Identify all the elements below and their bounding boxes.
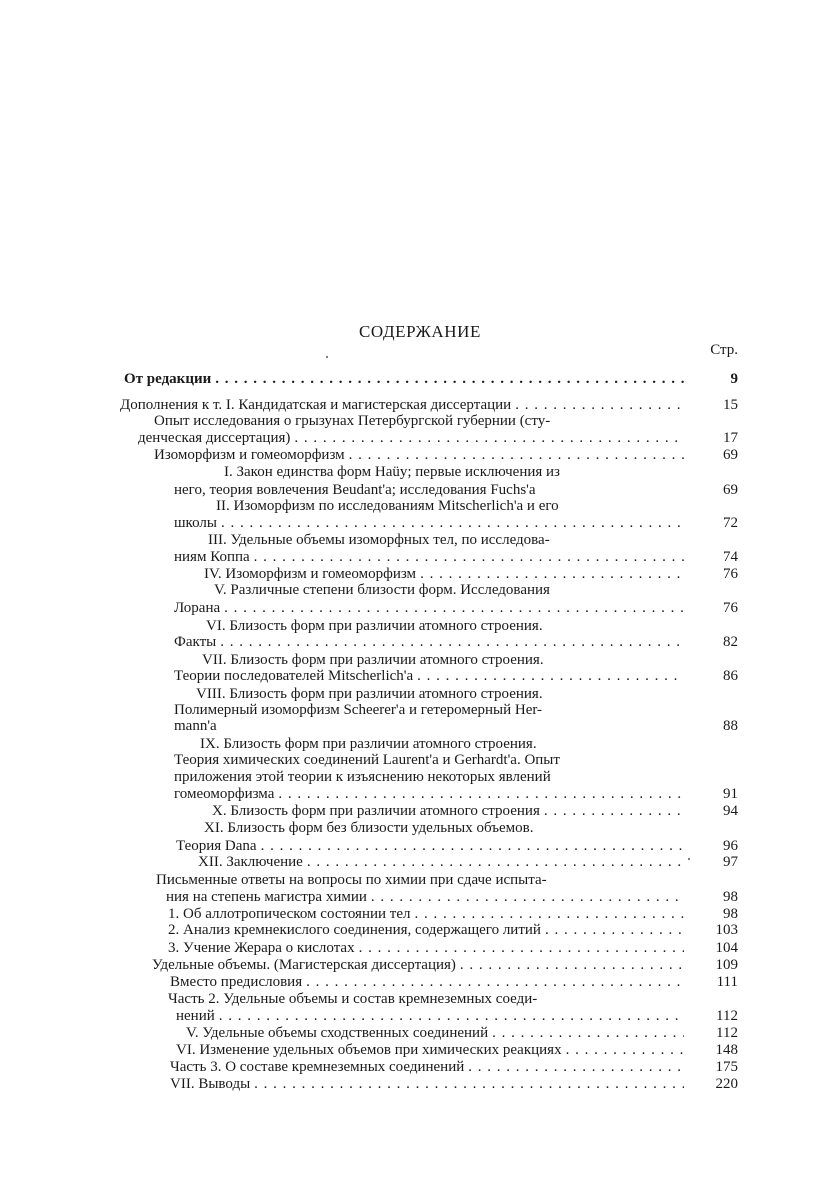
toc-page-number: 17 — [723, 430, 738, 446]
toc-entry-line: От редакции . . . — [124, 371, 684, 387]
toc-page-number: 98 — [723, 906, 738, 922]
toc-entry-line: Полимерный изоморфизм Scheerer'a и гетеромерный Her- — [174, 702, 543, 718]
toc-entry-line: 2. Анализ кремнекислого соединения, содержащего литий . . . — [168, 922, 684, 938]
toc-entry-line: VI. Изменение удельных объемов при химических реакциях . . . — [176, 1042, 684, 1058]
toc-page-number: 94 — [723, 803, 738, 819]
toc-page-number: 76 — [723, 600, 738, 616]
toc-page-number: 148 — [715, 1042, 738, 1058]
toc-page-number: 112 — [716, 1025, 738, 1041]
toc-entry-line: V. Различные степени близости форм. Исследования — [214, 582, 550, 598]
toc-entry-line: приложения этой теории к изъяснению некоторых явлений — [174, 769, 551, 785]
toc-entry-line: I. Закон единства форм Haüy; первые исключения из — [224, 464, 560, 480]
toc-page-number: 109 — [715, 957, 738, 973]
toc-page-number: 98 — [723, 889, 738, 905]
toc-page-number: 69 — [723, 482, 738, 498]
toc-page-number: 96 — [723, 838, 738, 854]
toc-entry-line: VI. Близость форм при различии атомного строения. — [206, 618, 543, 634]
toc-page-number: 86 — [723, 668, 738, 684]
toc-entry-line: IX. Близость форм при различии атомного строения. — [200, 736, 537, 752]
toc-entry-line: Удельные объемы. (Магистерская диссертация) . . . — [152, 957, 684, 973]
toc-entry-line: Дополнения к т. I. Кандидатская и магистерская диссертации . . . — [120, 397, 685, 413]
toc-entry-line: Часть 2. Удельные объемы и состав кремнеземных соеди- — [168, 991, 538, 1007]
toc-entry-line: ния на степень магистра химии . . . — [166, 889, 684, 905]
toc-page-number: 104 — [715, 940, 738, 956]
toc-page-number: 74 — [723, 549, 738, 565]
toc-entry-line: гомеоморфизма . . . — [174, 786, 684, 802]
toc-page-number: 88 — [723, 718, 738, 734]
toc-entry-line: 1. Об аллотропическом состоянии тел . . . — [168, 906, 684, 922]
toc-page-number: 103 — [715, 922, 738, 938]
toc-page-number: 72 — [723, 515, 738, 531]
toc-page-number: 97 — [723, 854, 738, 870]
toc-entry-line: V. Удельные объемы сходственных соединений . . . — [186, 1025, 684, 1041]
toc-entry-line: IV. Изоморфизм и гомеоморфизм . . . — [204, 566, 684, 582]
toc-entry-line: Изоморфизм и гомеоморфизм . . . — [154, 447, 684, 463]
toc-entry-line: III. Удельные объемы изоморфных тел, по исследова- — [208, 532, 550, 548]
page-column-label: Стр. — [710, 342, 738, 358]
print-speck — [326, 356, 328, 358]
toc-page-number: 76 — [723, 566, 738, 582]
toc-entry-line: VII. Выводы . . . — [170, 1076, 684, 1092]
toc-page-number: 9 — [730, 371, 738, 387]
toc-entry-line: Факты . . . — [174, 634, 684, 650]
toc-entry-line: Опыт исследования о грызунах Петербургской губернии (сту- — [154, 413, 551, 429]
toc-entry-line: Теория химических соединений Laurent'a и Gerhardt'a. Опыт — [174, 752, 560, 768]
toc-entry-line: X. Близость форм при различии атомного строения . . . — [212, 803, 684, 819]
toc-entry-line: XII. Заключение . . . — [198, 854, 684, 870]
page-title: СОДЕРЖАНИЕ — [358, 322, 482, 341]
toc-entry-line: mann'a — [174, 718, 217, 734]
print-speck — [688, 858, 690, 860]
toc-entry-line: нений . . . — [176, 1008, 684, 1024]
toc-entry-line: денческая диссертация) . . . — [138, 430, 678, 446]
toc-entry-line: ниям Коппа . . . — [174, 549, 684, 565]
toc-page-number: 175 — [715, 1059, 738, 1075]
toc-entry-line: Теория Dana . . . — [176, 838, 684, 854]
toc-entry-line: Лорана . . . — [174, 600, 684, 616]
toc-page-number: 69 — [723, 447, 738, 463]
toc-entry-line: Вместо предисловия . . . — [170, 974, 684, 990]
toc-entry-line: Письменные ответы на вопросы по химии при сдаче испыта- — [156, 872, 547, 888]
toc-entry-line: VIII. Близость форм при различии атомного строения. — [196, 686, 543, 702]
toc-entry-line: Теории последователей Mitscherlich'a . . . — [174, 668, 684, 684]
toc-entry-line: XI. Близость форм без близости удельных объемов. — [204, 820, 534, 836]
toc-page-number: 111 — [716, 974, 738, 990]
toc-entry-line: 3. Учение Жерара о кислотах . . . — [168, 940, 684, 956]
toc-entry-line: II. Изоморфизм по исследованиям Mitscherlich'a и его — [216, 498, 559, 514]
toc-page-number: 91 — [723, 786, 738, 802]
toc-page-number: 82 — [723, 634, 738, 650]
toc-entry-line: VII. Близость форм при различии атомного строения. — [202, 652, 544, 668]
toc-entry-line: школы . . . — [174, 515, 684, 531]
toc-page-number: 112 — [716, 1008, 738, 1024]
toc-entry-line: Часть 3. О составе кремнеземных соединений . . . — [170, 1059, 684, 1075]
toc-page-number: 15 — [723, 397, 738, 413]
toc-page-number: 220 — [715, 1076, 738, 1092]
toc-entry-line: него, теория вовлечения Beudant'a; исследования Fuchs'a — [174, 482, 536, 498]
